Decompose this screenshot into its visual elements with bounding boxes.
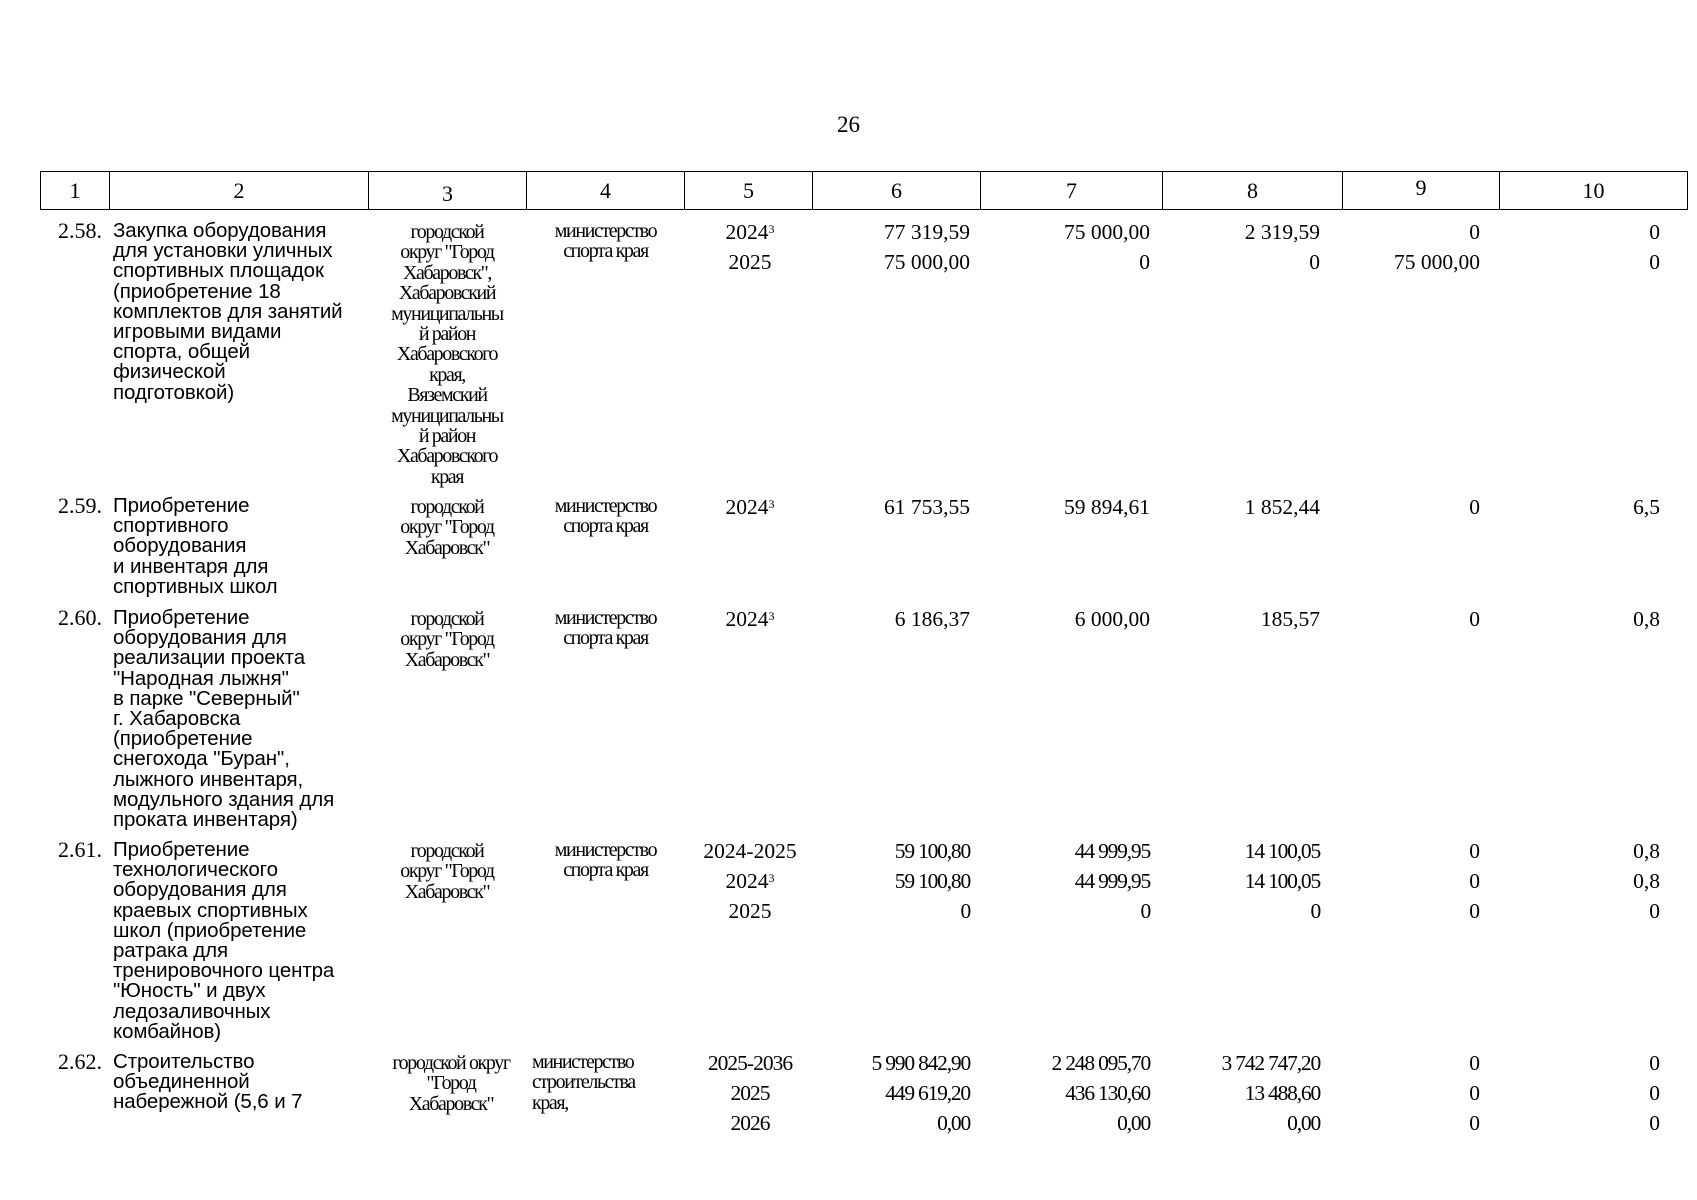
amount-value: 0: [1649, 899, 1660, 923]
years: [680, 1048, 820, 1138]
amount-value: 6,5: [1633, 495, 1660, 519]
amount-value: 6 186,37: [894, 607, 970, 631]
measure-name-line: лыжного инвентаря,: [113, 767, 304, 791]
measure-name-line: для установки уличных: [113, 239, 333, 263]
column-10-value: [1500, 1048, 1660, 1138]
column-header-4: 4: [527, 172, 685, 209]
amount-value: 0: [1469, 869, 1480, 893]
territory-line: городской округ: [392, 1052, 510, 1074]
amount-value: 449 619,20: [885, 1081, 970, 1105]
measure-name: [113, 608, 373, 830]
measure-name: [113, 496, 373, 597]
territory-line: округ "Город: [400, 860, 494, 883]
measure-name-line: реализации проекта: [113, 646, 306, 670]
measure-name-line: г. Хабаровска: [113, 707, 241, 731]
amount-value: 59 100,80: [894, 839, 970, 863]
amount-value: 0: [1139, 250, 1150, 274]
territory-line: городской: [410, 221, 484, 243]
year-value: 2024$^3$: [725, 495, 775, 519]
measure-name-line: тренировочного центра: [113, 959, 335, 983]
amount-value: 0,8: [1633, 607, 1660, 631]
amount-value: 1 852,44: [1244, 495, 1320, 519]
column-header-1: 1: [41, 172, 110, 209]
territory-line: Хабаровск": [404, 648, 490, 671]
measure-name: [113, 221, 373, 403]
measure-name-line: спортивных площадок: [113, 259, 324, 283]
measure-name-line: Закупка оборудования: [113, 219, 327, 242]
row-number: 2.62.: [58, 1049, 102, 1074]
territory: [372, 497, 522, 558]
territory-line: городской: [410, 608, 484, 630]
row-number: 2.58.: [58, 218, 102, 243]
measure-name-line: Строительство: [113, 1050, 255, 1073]
measure-name-line: Приобретение: [113, 606, 250, 629]
column-10-value: [1500, 492, 1660, 522]
territory-line: й район: [418, 425, 476, 448]
measure-name-line: спорта, общей: [113, 340, 250, 364]
amount-value: 0,00: [1117, 1111, 1150, 1135]
responsible-line: министерство: [532, 1051, 634, 1073]
amount-value: 185,57: [1260, 607, 1320, 631]
responsible-executor: [538, 840, 673, 881]
measure-name-line: модульного здания для: [113, 787, 335, 811]
amount-value: 0,8: [1633, 869, 1660, 893]
measure-name-line: оборудования для: [113, 878, 287, 902]
column-10-value: [1500, 217, 1660, 277]
measure-name-line: снегохода "Буран",: [113, 747, 290, 771]
amount-value: 0: [1469, 607, 1480, 631]
territory-line: городской: [410, 496, 484, 518]
measure-name-line: "Юность" и двух: [113, 979, 266, 1003]
amount-value: 59 894,61: [1064, 495, 1150, 519]
column-10-value: [1500, 604, 1660, 634]
amount-value: 3 742 747,20: [1221, 1051, 1320, 1075]
territory-line: Хабаровск": [404, 536, 490, 559]
territory-line: Хабаровск",: [402, 261, 492, 284]
measure-name-line: спортивных школ: [113, 574, 278, 598]
measure-name-line: комбайнов): [113, 1019, 222, 1043]
column-header-6: 6: [813, 172, 981, 209]
territory-line: Хабаровский: [398, 282, 496, 305]
measure-name-line: Приобретение: [113, 838, 250, 861]
measure-name-line: (приобретение: [113, 727, 253, 751]
responsible-executor: [538, 608, 673, 649]
column-header-10: 10: [1582, 177, 1605, 203]
local-budget-amount: [1330, 836, 1480, 926]
territory-line: Хабаровского: [396, 343, 498, 366]
territory-line: Хабаровск": [404, 880, 490, 903]
measure-name-line: подготовкой): [113, 380, 235, 404]
row-number: 2.59.: [58, 493, 102, 518]
amount-value: 5 990 842,90: [871, 1051, 970, 1075]
measure-name-line: школ (приобретение: [113, 918, 307, 942]
territory-line: Хабаровск": [408, 1092, 494, 1115]
amount-value: 0: [1469, 1051, 1480, 1075]
amount-value: 0: [1649, 1051, 1660, 1075]
amount-value: 436 130,60: [1065, 1081, 1150, 1105]
amount-value: 0: [1309, 250, 1320, 274]
territory-line: округ "Город: [400, 628, 494, 651]
responsible-line: строительства: [532, 1071, 635, 1094]
year-value: 2025: [728, 250, 772, 274]
amount-value: 0: [960, 899, 970, 923]
year-value: 2024$^3$: [725, 220, 775, 244]
regional-budget-amount: [1170, 217, 1320, 277]
column-header-8: 8: [1163, 172, 1343, 209]
amount-value: 0: [1649, 220, 1660, 244]
column-header-7: 7: [981, 172, 1163, 209]
amount-value: 0: [1469, 1081, 1480, 1105]
measure-name-line: игровыми видами: [113, 320, 282, 344]
territory-line: муниципальны: [391, 404, 503, 427]
measure-name-line: в парке "Северный": [113, 686, 300, 710]
responsible-line: спорта края: [563, 627, 648, 650]
territory: [376, 1053, 526, 1114]
amount-value: 0: [1469, 495, 1480, 519]
responsible-line: спорта края: [563, 859, 648, 882]
regional-budget-amount: [1170, 604, 1320, 634]
measure-name-line: (приобретение 18: [113, 279, 281, 303]
territory-line: округ "Город: [400, 516, 494, 539]
amount-value: 2 248 095,70: [1051, 1051, 1150, 1075]
amount-value: 0: [1649, 1081, 1660, 1105]
responsible-line: министерство: [554, 607, 657, 629]
territory: [372, 841, 522, 902]
total-amount: [820, 1048, 970, 1138]
territory-line: й район: [418, 323, 476, 346]
years: [680, 604, 820, 634]
measure-name-line: Приобретение: [113, 494, 250, 517]
amount-value: 0: [1649, 1111, 1660, 1135]
amount-value: 0: [1469, 1111, 1480, 1135]
territory-line: Хабаровского: [396, 445, 498, 468]
amount-value: 75 000,00: [884, 250, 970, 274]
federal-budget-amount: [1000, 217, 1150, 277]
total-amount: [820, 492, 970, 522]
territory-line: округ "Город: [400, 241, 494, 264]
page-number: 26: [837, 112, 860, 137]
territory: [372, 609, 522, 670]
amount-value: 59 100,80: [894, 869, 970, 893]
measure-name-line: комплектов для занятий: [113, 299, 343, 323]
responsible-line: министерство: [554, 839, 657, 861]
amount-value: 0: [1469, 899, 1480, 923]
measure-name-line: спортивного: [113, 514, 229, 538]
territory-line: края,: [429, 363, 465, 386]
regional-budget-amount: [1170, 836, 1320, 926]
measure-name: [113, 840, 373, 1042]
measure-name-line: набережной (5,6 и 7: [113, 1090, 303, 1114]
years: [680, 492, 820, 522]
measure-name-line: ратрака для: [113, 939, 228, 963]
measure-name-line: ледозаливочных: [113, 999, 271, 1023]
column-header-2: 2: [110, 172, 369, 209]
row-number: 2.61.: [58, 837, 102, 862]
responsible-line: края,: [532, 1091, 568, 1114]
amount-value: 0,00: [1287, 1111, 1320, 1135]
measure-name-line: технологического: [113, 858, 278, 882]
row-number: 2.60.: [58, 605, 102, 630]
local-budget-amount: [1330, 1048, 1480, 1138]
column-header-3: 3: [369, 172, 527, 209]
regional-budget-amount: [1170, 1048, 1320, 1138]
local-budget-amount: [1330, 217, 1480, 277]
responsible-line: спорта края: [563, 515, 648, 538]
measure-name-line: "Народная лыжня": [113, 666, 289, 690]
measure-name-line: объединенной: [113, 1070, 250, 1094]
year-value: 2025: [730, 1081, 770, 1105]
amount-value: 0: [1649, 250, 1660, 274]
year-value: 2024$^3$: [725, 607, 775, 631]
amount-value: 77 319,59: [884, 220, 970, 244]
amount-value: 14 100,05: [1244, 869, 1320, 893]
responsible-line: спорта края: [563, 240, 648, 263]
local-budget-amount: [1330, 604, 1480, 634]
year-value: 2025: [728, 899, 772, 923]
regional-budget-amount: [1170, 492, 1320, 522]
column-10-value: [1500, 836, 1660, 926]
responsible-line: министерство: [554, 220, 657, 242]
amount-value: 0: [1310, 899, 1320, 923]
amount-value: 0: [1469, 839, 1480, 863]
amount-value: 0: [1140, 899, 1150, 923]
federal-budget-amount: [1000, 1048, 1150, 1138]
measure-name-line: краевых спортивных: [113, 898, 308, 922]
amount-value: 14 100,05: [1244, 839, 1320, 863]
amount-value: 6 000,00: [1074, 607, 1150, 631]
measure-name-line: оборудования: [113, 534, 247, 558]
total-amount: [820, 217, 970, 277]
amount-value: 44 999,95: [1074, 839, 1150, 863]
year-value: 2024-2025: [703, 839, 797, 863]
local-budget-amount: [1330, 492, 1480, 522]
responsible-executor: [538, 496, 673, 537]
amount-value: 44 999,95: [1074, 869, 1150, 893]
year-value: 2026: [730, 1111, 770, 1135]
amount-value: 13 488,60: [1244, 1081, 1320, 1105]
amount-value: 61 753,55: [884, 495, 970, 519]
measure-name: [113, 1052, 373, 1113]
measure-name-line: оборудования для: [113, 626, 287, 650]
total-amount: [820, 836, 970, 926]
federal-budget-amount: [1000, 836, 1150, 926]
amount-value: 0,00: [937, 1111, 970, 1135]
total-amount: [820, 604, 970, 634]
measure-name-line: и инвентаря для: [113, 554, 269, 578]
amount-value: 0: [1469, 220, 1480, 244]
year-value: 2024$^3$: [725, 869, 775, 893]
measure-name-line: физической: [113, 360, 226, 384]
amount-value: 75 000,00: [1064, 220, 1150, 244]
responsible-executor: [538, 221, 673, 262]
territory: [372, 222, 522, 487]
territory-line: муниципальны: [391, 302, 503, 325]
amount-value: 0,8: [1633, 839, 1660, 863]
territory-line: городской: [410, 840, 484, 862]
responsible-line: министерство: [554, 495, 657, 517]
years: [680, 217, 820, 277]
amount-value: 75 000,00: [1394, 250, 1480, 274]
measure-name-line: проката инвентаря): [113, 808, 298, 832]
column-header-9: 9: [1343, 172, 1500, 209]
federal-budget-amount: [1000, 492, 1150, 522]
territory-line: края: [430, 465, 464, 488]
column-header-5: 5: [685, 172, 813, 209]
territory-line: Вяземский: [407, 384, 487, 407]
year-value: 2025-2036: [707, 1051, 793, 1075]
column-header-row: [40, 171, 1688, 210]
amount-value: 2 319,59: [1244, 220, 1320, 244]
territory-line: "Город: [426, 1072, 476, 1095]
responsible-executor: [532, 1052, 672, 1113]
federal-budget-amount: [1000, 604, 1150, 634]
years: [680, 836, 820, 926]
